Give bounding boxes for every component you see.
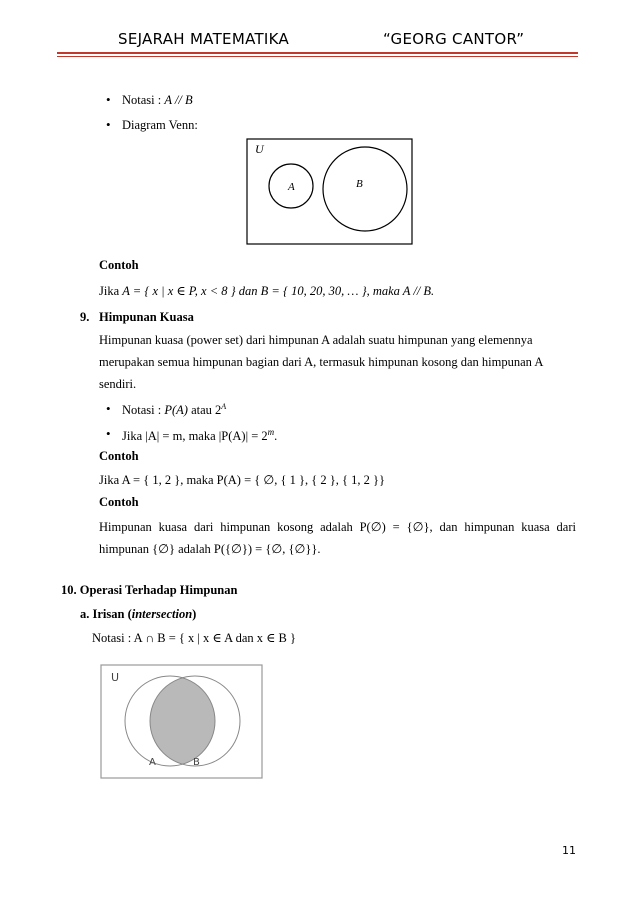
page-number: 11 — [562, 844, 576, 857]
notation-bullet: • Notasi : A // B — [122, 93, 193, 108]
paragraph-line: merupakan semua himpunan bagian dari A, termasuk himpunan kosong dan himpunan A — [99, 355, 544, 369]
example-text: Jika A = { x | x ∈ P, x < 8 } dan B = { 10, 20, 30, … }, maka A // B. — [99, 284, 435, 298]
paragraph-line: sendiri. — [99, 377, 137, 391]
venn-universe-box — [247, 139, 412, 244]
example-text: Himpunan kuasa dari himpunan kosong adalah P(∅) = {∅}, dan himpunan kuasa dari — [99, 520, 576, 534]
venn-set-b-label: B — [356, 178, 363, 190]
example-title: Contoh — [99, 258, 139, 272]
section-9-title: Himpunan Kuasa — [99, 310, 194, 324]
header-rule — [57, 52, 578, 54]
subsection-a-title: a. Irisan (intersection) — [80, 607, 197, 621]
venn-intersection-diagram — [100, 664, 264, 780]
power-set-cardinality: • Jika |A| = m, maka $|P(A)| = 2^m$. — [122, 427, 277, 444]
header-rule-thin — [57, 56, 578, 57]
venn-set-a-label: A — [288, 181, 295, 193]
section-10-title: 10. Operasi Terhadap Himpunan — [61, 583, 238, 597]
header-title-right: “GEORG CANTOR” — [383, 30, 525, 48]
example-text: himpunan {∅} adalah P({∅}) = {∅, {∅}}. — [99, 542, 321, 556]
example-text: Jika A = { 1, 2 }, maka P(A) = { ∅, { 1 }, { 2 }, { 1, 2 }} — [99, 473, 386, 487]
power-set-notation: • Notasi : P(A) atau $2^A$ — [122, 402, 226, 418]
paragraph-line: Himpunan kuasa (power set) dari himpunan A adalah suatu himpunan yang elemennya — [99, 333, 533, 347]
intersection-notation: Notasi : A ∩ B = { x | x ∈ A dan x ∈ B } — [92, 631, 296, 645]
diagram-bullet: • Diagram Venn: — [122, 118, 198, 133]
venn-set-b-label: B — [193, 757, 200, 768]
example-title: Contoh — [99, 495, 139, 509]
venn-set-a-label: A — [149, 757, 156, 768]
example-title: Contoh — [99, 449, 139, 463]
venn-universe-label: U — [255, 142, 264, 156]
venn-disjoint-diagram — [246, 138, 414, 246]
section-9-number: 9. — [80, 310, 90, 324]
venn-set-b-circle — [323, 147, 407, 231]
venn-universe-label: U — [111, 671, 120, 684]
header-title-left: SEJARAH MATEMATIKA — [118, 30, 290, 48]
notation-formula: A // B — [164, 93, 193, 107]
